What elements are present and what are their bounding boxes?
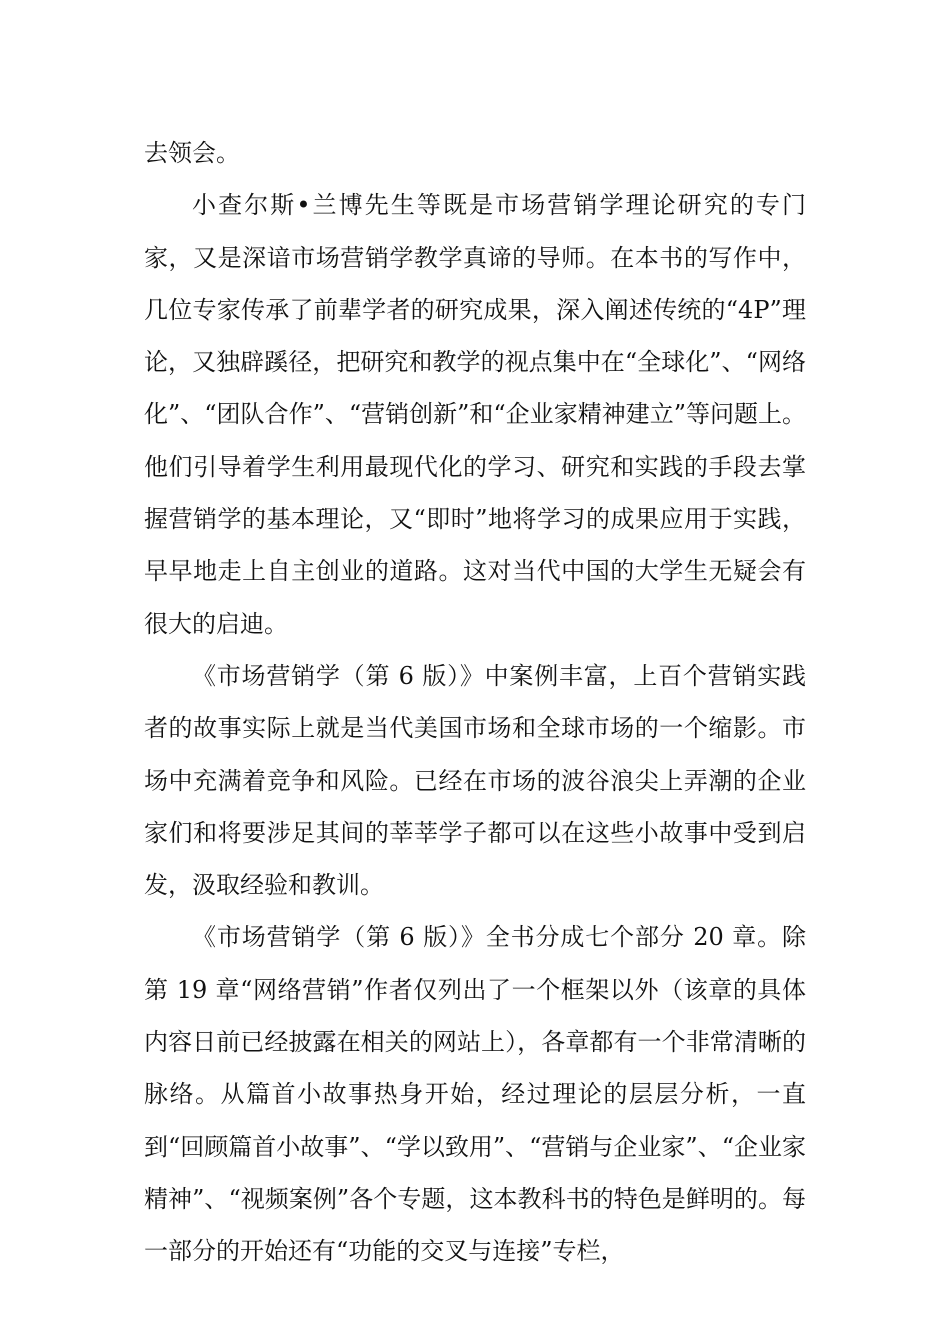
paragraph-2: 小查尔斯•兰博先生等既是市场营销学理论研究的专门家，又是深谙市场营销学教学真谛的导师。在本书的写作中，几位专家传承了前辈学者的研究成果，深入阐述传统的“4P”理论，又独辟蹊径，把研究和教学的视点集中在“全球化”、“网络化”、“团队合作”、“营销创新”和“企业家精神建立”等问题上。他们引导着学生利用最现代化的学习、研究和实践的手段去掌握营销学的基本理论，又“即时”地将学习的成果应用于实践，早早地走上自主创业的道路。这对当代中国的大学生无疑会有很大的启迪。 — [144, 191, 806, 638]
paragraph-1: 去领会。 — [144, 139, 240, 167]
paragraph-4: 《市场营销学（第 6 版）》全书分成七个部分 20 章。除第 19 章“网络营销”作者仅列出了一个框架以外（该章的具体内容日前已经披露在相关的网站上），各章都有一个非常清晰的脉络。从篇首小故事热身开始，经过理论的层层分析，一直到“回顾篇首小故事”、“学以致用”、“营销与企业家”、“企业家精神”、“视频案例”各个专题，这本教科书的特色是鲜明的。每一部分的开始还有“功能的交叉与连接”专栏， — [144, 923, 806, 1266]
paragraph-3: 《市场营销学（第 6 版）》中案例丰富，上百个营销实践者的故事实际上就是当代美国市场和全球市场的一个缩影。市场中充满着竞争和风险。已经在市场的波谷浪尖上弄潮的企业家们和将要涉足其间的莘莘学子都可以在这些小故事中受到启发，汲取经验和教训。 — [144, 661, 806, 900]
document-body — [144, 127, 806, 1278]
